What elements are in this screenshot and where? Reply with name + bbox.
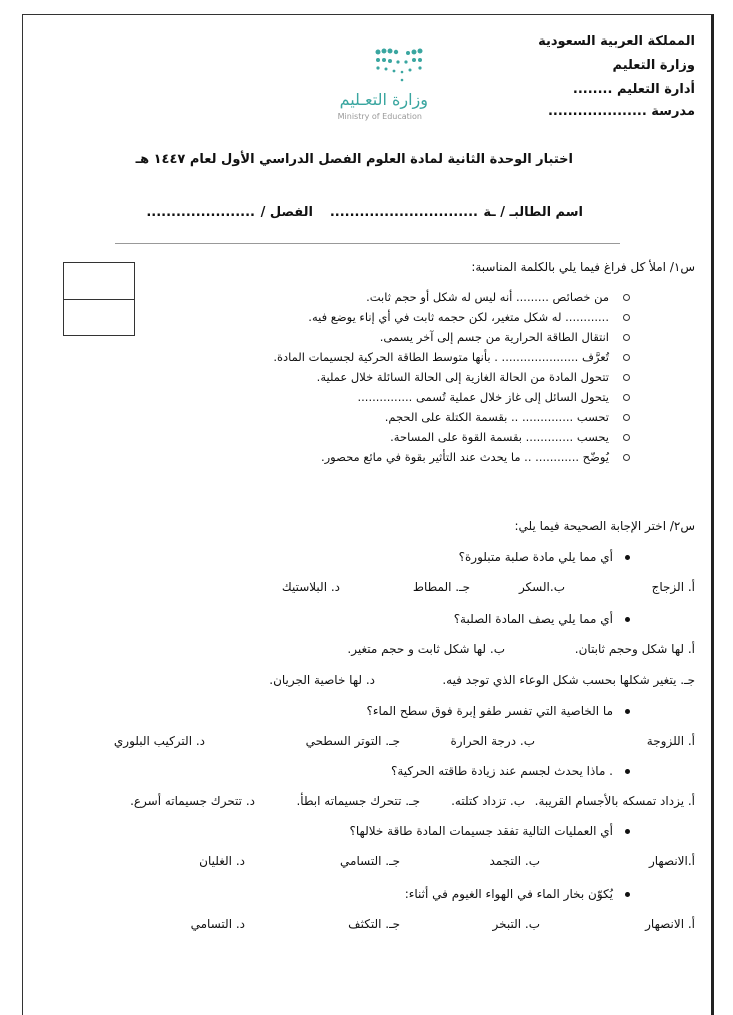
mcq-question	[350, 824, 630, 838]
kingdom-label: المملكة العربية السعودية	[538, 34, 695, 49]
bullet-dot-icon	[625, 892, 630, 897]
bullet-dot-icon	[625, 617, 630, 622]
bullet-circle-icon	[623, 414, 630, 421]
bullet-dot-icon	[625, 829, 630, 834]
answer-option[interactable]: ب. لها شكل ثابت و حجم متغير.	[347, 642, 505, 656]
q2-heading: س٢/ اختر الإجابة الصحيحة فيما يلي:	[514, 519, 695, 533]
bullet-circle-icon	[623, 454, 630, 461]
answer-option[interactable]: ب. تزداد كتلته.	[451, 794, 525, 808]
question-text: ما الخاصية التي تفسر طفو إبرة فوق سطح الماء؟	[366, 704, 613, 718]
answer-option[interactable]: أ. لها شكل وحجم ثابتان.	[574, 642, 695, 656]
bullet-dot-icon	[625, 555, 630, 560]
mcq-question	[391, 764, 630, 778]
fill-in-text: تتحول المادة من الحالة الغازية إلى الحالة السائلة خلال عملية.	[316, 370, 609, 384]
fill-in-item	[366, 290, 630, 304]
fill-in-item	[380, 330, 630, 344]
bullet-circle-icon	[623, 394, 630, 401]
bullet-dot-icon	[625, 769, 630, 774]
answer-option[interactable]: جـ. التسامي	[340, 854, 400, 868]
bullet-circle-icon	[623, 294, 630, 301]
fill-in-item	[317, 370, 630, 384]
question-text: أي العمليات التالية تفقد جسيمات المادة طاقة خلالها؟	[349, 824, 613, 838]
bullet-circle-icon	[623, 434, 630, 441]
fill-in-text: تحسب .............. .. بقسمة الكتلة على الحجم.	[384, 410, 609, 424]
answer-option[interactable]: د. التسامي	[190, 917, 245, 931]
answer-option[interactable]: جـ. يتغير شكلها بحسب شكل الوعاء الذي توجد فيه.	[442, 673, 695, 687]
answer-option[interactable]: ب. درجة الحرارة	[450, 734, 535, 748]
fill-in-item	[308, 310, 630, 324]
class-field[interactable]: ......................	[146, 205, 255, 220]
fill-in-text: انتقال الطاقة الحرارية من جسم إلى آخر يسمى.	[379, 330, 609, 344]
bullet-circle-icon	[623, 314, 630, 321]
bullet-circle-icon	[623, 354, 630, 361]
bullet-circle-icon	[623, 374, 630, 381]
fill-in-text: يتحول السائل إلى غاز خلال عملية تُسمى ...............	[357, 390, 609, 404]
fill-in-item	[321, 450, 630, 464]
answer-option[interactable]: د. تتحرك جسيماته أسرع.	[130, 794, 255, 808]
divider	[115, 243, 620, 244]
answer-option[interactable]: أ. اللزوجة	[646, 734, 695, 748]
answer-option[interactable]: أ. الانصهار	[645, 917, 695, 931]
mcq-question	[459, 550, 630, 564]
answer-option[interactable]: د. لها خاصية الجريان.	[269, 673, 375, 687]
fill-in-text: ............ له شكل متغير، لكن حجمه ثابت في أي إناء يوضع فيه.	[308, 310, 609, 324]
answer-option[interactable]: أ.الانصهار	[648, 854, 695, 868]
fill-in-item	[357, 390, 630, 404]
answer-option[interactable]: أ. الزجاج	[651, 580, 695, 594]
fill-in-text: من خصائص ......... أنه ليس له شكل أو حجم ثابت.	[366, 290, 609, 304]
answer-option[interactable]: جـ. التوتر السطحي	[305, 734, 400, 748]
school-field: مدرسة ....................	[547, 104, 695, 119]
fill-in-item	[273, 350, 630, 364]
exam-title: اختبار الوحدة الثانية لمادة العلوم الفصل الدراسي الأول لعام ١٤٤٧ هـ	[135, 152, 573, 167]
ministry-logo	[318, 42, 428, 124]
logo-dots-icon	[318, 42, 428, 92]
bullet-dot-icon	[625, 709, 630, 714]
answer-option[interactable]: د. التركيب البلوري	[113, 734, 205, 748]
question-text: يُكوّن بخار الماء في الهواء الغيوم في أثناء:	[404, 887, 613, 901]
bullet-circle-icon	[623, 334, 630, 341]
logo-english-text: Ministry of Education	[337, 112, 422, 121]
logo-arabic-text: وزارة التعـليم	[339, 90, 428, 109]
fill-in-text: يُوضّح ............ .. ما يحدث عند التأثير بقوة في مائع محصور.	[320, 450, 609, 464]
fill-in-item	[390, 430, 630, 444]
question-text: أي مما يلي يصف المادة الصلبة؟	[453, 612, 613, 626]
answer-option[interactable]: د. الغليان	[199, 854, 245, 868]
answer-option[interactable]: أ. يزداد تمسكه بالأجسام القريبة.	[534, 794, 695, 808]
class-label: الفصل /	[260, 205, 313, 220]
mcq-question	[454, 612, 630, 626]
question-text: أي مما يلي مادة صلبة متبلورة؟	[458, 550, 613, 564]
answer-option[interactable]: ب.السكر	[518, 580, 565, 594]
answer-option[interactable]: ب. التجمد	[489, 854, 540, 868]
answer-option[interactable]: ب. التبخر	[492, 917, 540, 931]
mcq-question	[405, 887, 630, 901]
question-text: . ماذا يحدث لجسم عند زيادة طاقته الحركية؟	[390, 764, 613, 778]
fill-in-text: تُعرَّف ..................... . بأنها متوسط الطاقة الحركية لجسيمات المادة.	[273, 350, 609, 364]
student-name-label: اسم الطالبـ / ـة	[483, 205, 583, 220]
fill-in-item	[385, 410, 630, 424]
answer-option[interactable]: جـ. المطاط	[412, 580, 470, 594]
student-name-field[interactable]: ..............................	[329, 205, 478, 220]
score-box	[63, 262, 135, 336]
fill-in-text: يحسب ............. بقسمة القوة على المساحة.	[390, 430, 609, 444]
answer-option[interactable]: جـ. تتحرك جسيماته ابطأ.	[296, 794, 420, 808]
department-field: أدارة التعليم ........	[572, 82, 695, 97]
answer-option[interactable]: د. البلاستيك	[281, 580, 340, 594]
answer-option[interactable]: جـ. التكثف	[348, 917, 400, 931]
mcq-question	[367, 704, 630, 718]
ministry-label: وزارة التعليم	[612, 58, 695, 73]
q1-heading: س١/ املأ كل فراغ فيما يلي بالكلمة المناسبة:	[471, 260, 695, 274]
